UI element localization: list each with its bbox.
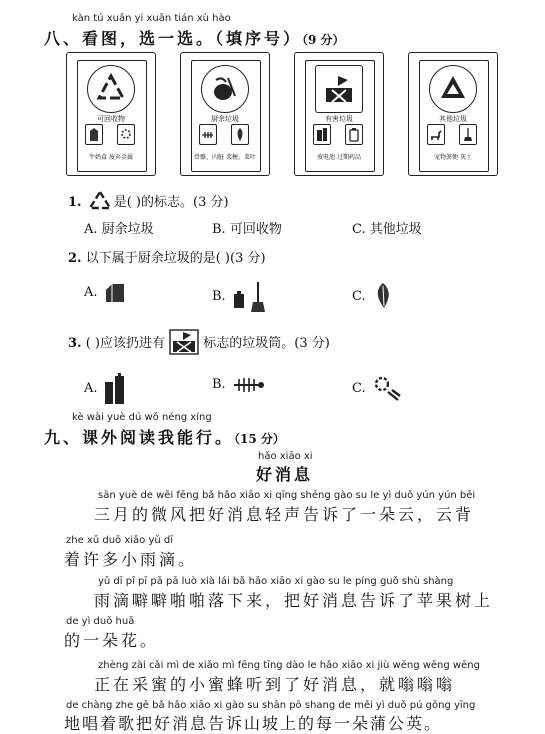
story-title: 好消息	[256, 465, 314, 484]
dust-icon	[459, 124, 477, 145]
bin-examples: 宠物粪便 灰土	[434, 154, 472, 161]
vegetable-leaf-icon	[231, 124, 249, 145]
section9-title	[44, 425, 285, 448]
section9-points: （15 分）	[234, 432, 285, 446]
milk-carton-icon	[102, 280, 128, 306]
story-title-pinyin: hǎo xiāo xi	[258, 451, 313, 462]
section8-points: （9 分）	[302, 33, 345, 47]
q3-option-b[interactable]	[212, 372, 266, 398]
story-line-3: 雨滴噼噼啪啪落下来，把好消息告诉了苹果树上	[94, 591, 494, 610]
other-waste-icon	[429, 65, 477, 113]
story-line-1-pinyin: sān yuè de wēi fēng bǎ hǎo xiāo xi qīng shēng gào su le yì duǒ yún yún bēi	[98, 490, 476, 501]
question-number: 1.	[68, 195, 82, 210]
option-label: B.	[212, 289, 226, 304]
question-text-before: ( )应该扔进有	[85, 336, 165, 351]
story-line-6: 地唱着歌把好消息告诉山坡上的每一朵蒲公英。	[64, 714, 443, 733]
vegetable-leaf-icon	[370, 280, 396, 310]
story-line-6-pinyin: de chàng zhe gē bǎ hǎo xiāo xi gào su shān pō shang de měi yì duǒ pú gōng yīng	[66, 700, 476, 711]
story-line-5: 正在采蜜的小蜜蜂听到了好消息，就嗡嗡嗡	[94, 675, 456, 694]
battery-and-broom-icon	[230, 280, 270, 314]
q2-option-a[interactable]	[84, 280, 128, 306]
bin-hazardous-waste	[294, 52, 384, 176]
option-label: A.	[84, 285, 98, 300]
q3-option-c[interactable]	[352, 372, 404, 404]
story-line-5-pinyin: zhèng zài cǎi mì de xiǎo mì fēng tīng dào le hǎo xiāo xi jiù wēng wēng wēng	[98, 660, 480, 671]
scrap-metal-icon	[117, 124, 135, 145]
bin-examples: 废电池 过期药品	[317, 154, 361, 161]
question-text: 是( )的标志。(3 分)	[113, 195, 229, 210]
story-line-1: 三月的微风把好消息轻声告诉了一朵云，云背	[94, 505, 475, 524]
section9-title-text: 九、课外阅读我能行。	[44, 428, 235, 447]
fish-bone-icon	[199, 124, 217, 145]
option-label: C.	[352, 289, 366, 304]
option-label: A.	[84, 381, 98, 396]
section8-pinyin: kàn tú xuǎn yi xuǎn tián xù hào	[72, 13, 231, 24]
question-1	[68, 190, 229, 210]
option-label: B.	[212, 377, 226, 392]
recycle-icon	[87, 65, 135, 113]
bin-examples: 牛奶盒 废弃金属	[89, 154, 133, 161]
story-line-2-pinyin: zhe xǔ duō xiǎo yǔ dī	[66, 535, 174, 546]
option-label: C.	[352, 381, 366, 396]
bin-examples: 骨骼、内脏 菜梗、菜叶	[194, 154, 256, 161]
fish-bone-icon	[230, 372, 266, 398]
q1-option-c[interactable]: C. 其他垃圾	[352, 222, 422, 237]
question-number: 2.	[68, 251, 82, 266]
kitchen-waste-icon	[201, 65, 249, 113]
question-number: 3.	[68, 336, 82, 351]
story-line-3-pinyin: yǔ dī pī pī pā pā luò xià lái bǎ hǎo xiāo xi gào su le píng guǒ shù shàng	[98, 576, 454, 587]
bin-kitchen-waste	[180, 52, 270, 176]
question-3	[68, 329, 330, 355]
q2-option-c[interactable]	[352, 280, 396, 310]
bin-category-label: 厨余垃圾	[211, 115, 239, 123]
section9-pinyin: kè wài yuè dú wǒ néng xíng	[72, 412, 212, 423]
hazardous-waste-icon	[315, 65, 363, 113]
battery-icon	[313, 124, 331, 145]
milk-carton-icon	[85, 124, 103, 145]
section8-title-text: 八、看图，选一选。（填序号）	[44, 29, 303, 48]
battery-icon	[102, 372, 128, 406]
q2-option-b[interactable]	[212, 280, 270, 314]
question-2	[68, 247, 266, 266]
q1-option-b[interactable]: B. 可回收物	[212, 222, 282, 237]
bin-category-label: 其他垃圾	[439, 115, 467, 123]
recycle-icon	[88, 190, 112, 210]
bin-category-label: 可回收物	[97, 115, 125, 123]
story-line-4-pinyin: de yì duǒ huā	[66, 616, 135, 627]
question-text-after: 标志的垃圾筒。(3 分)	[203, 336, 330, 351]
hazardous-waste-icon	[169, 329, 199, 355]
scrap-metal-icon	[370, 372, 404, 404]
expired-medicine-icon	[345, 124, 363, 145]
story-line-2: 着许多小雨滴。	[64, 550, 198, 569]
bin-category-label: 有害垃圾	[325, 115, 353, 123]
story-line-4: 的一朵花。	[64, 631, 160, 650]
q1-option-a[interactable]: A. 厨余垃圾	[84, 222, 154, 237]
q3-option-a[interactable]	[84, 372, 128, 406]
question-text: 以下属于厨余垃圾的是( )(3 分)	[85, 251, 266, 266]
section8-title	[44, 26, 345, 49]
bin-other-waste	[408, 52, 498, 176]
bin-recyclable	[66, 52, 156, 176]
pet-waste-icon	[427, 124, 445, 145]
